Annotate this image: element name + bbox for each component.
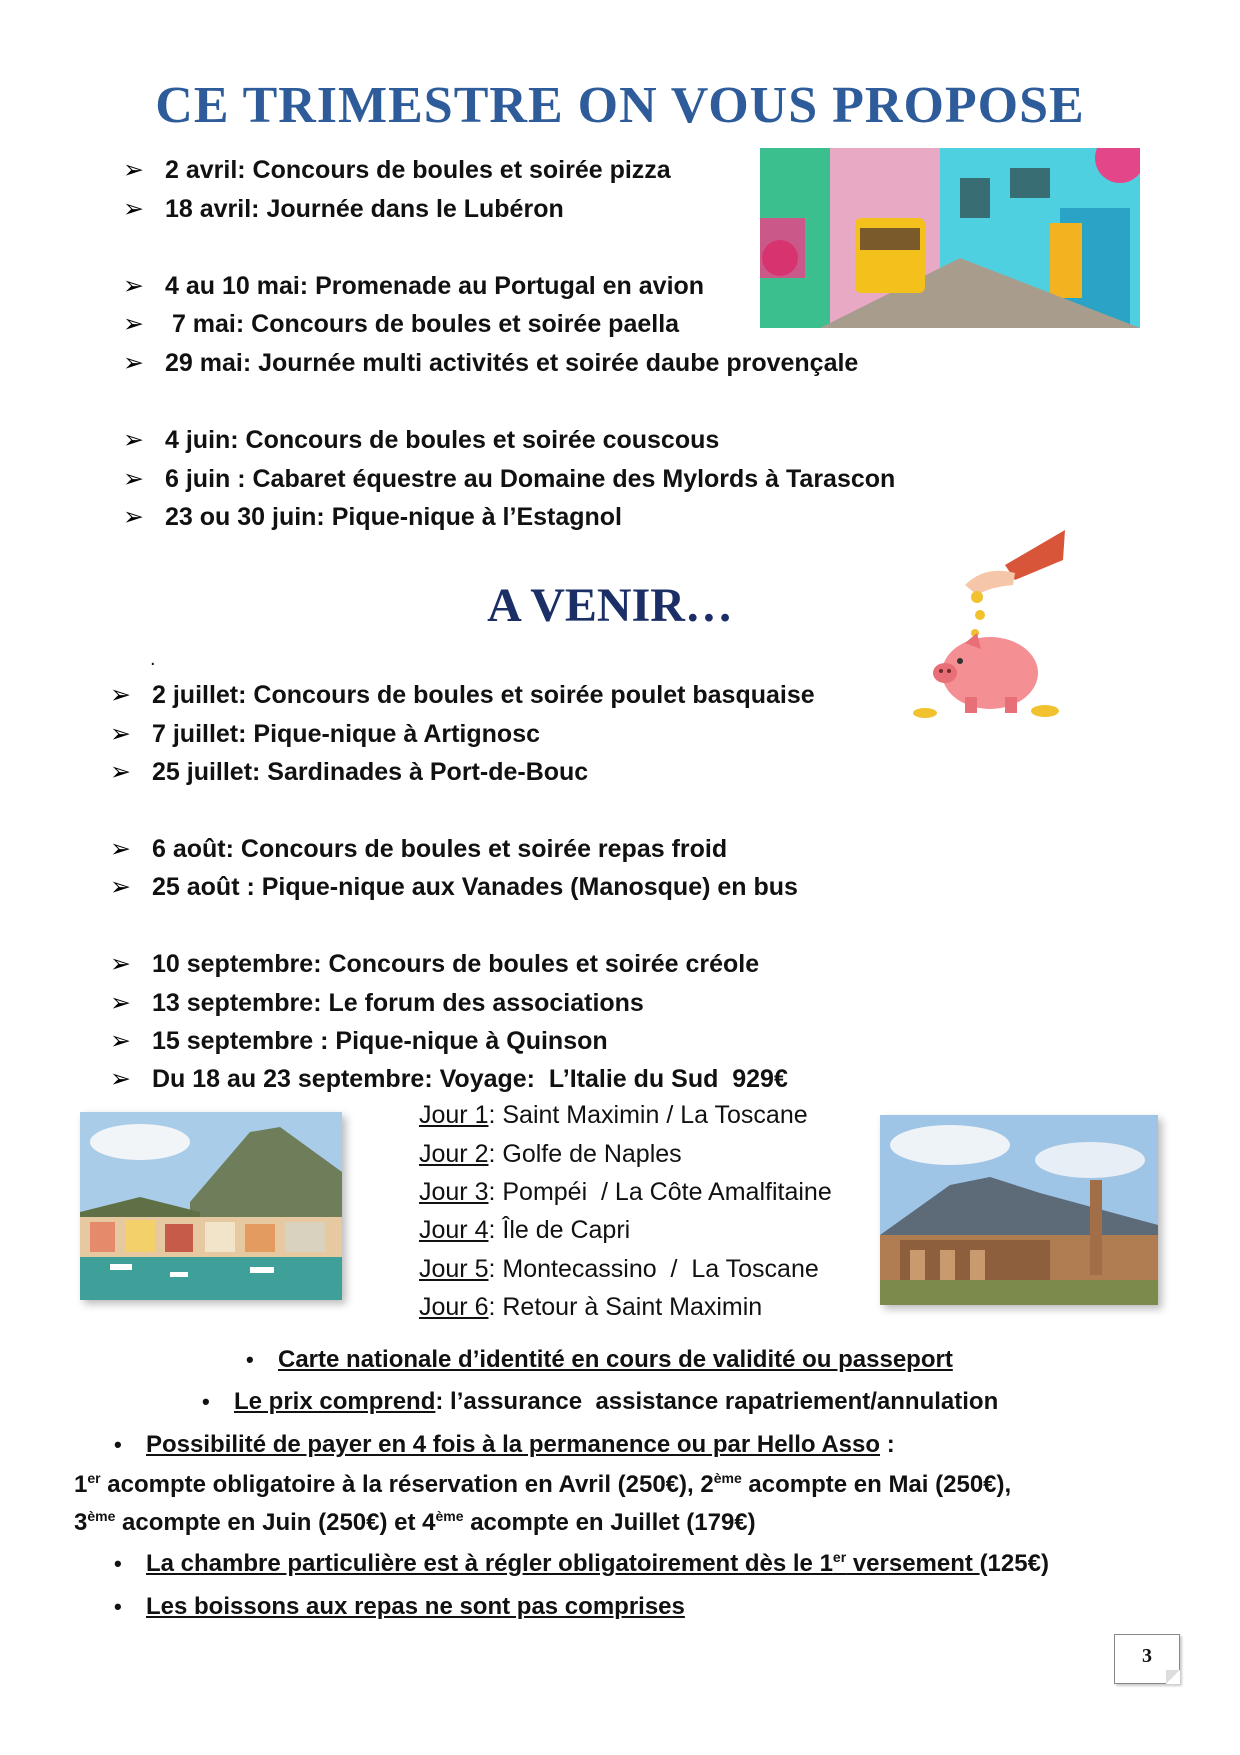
list-item: ➢ Du 18 au 23 septembre: Voyage: L’Italie du Sud 929€	[110, 1065, 788, 1093]
itinerary-day: Jour 4: Île de Capri	[419, 1216, 631, 1244]
itinerary-day: Jour 2: Golfe de Naples	[419, 1140, 682, 1168]
arrow-bullet-icon: ➢	[123, 272, 144, 300]
note-drinks: • Les boissons aux repas ne sont pas comprises	[114, 1593, 685, 1620]
list-item: ➢ 6 août: Concours de boules et soirée repas froid	[110, 835, 728, 863]
list-item: ➢ 6 juin : Cabaret équestre au Domaine des Mylords à Tarascon	[123, 465, 896, 493]
arrow-bullet-icon: ➢	[123, 310, 144, 338]
page-title: CE TRIMESTRE ON VOUS PROPOSE	[155, 77, 1085, 134]
page-number: 3	[1114, 1634, 1180, 1684]
note-single-room: • La chambre particulière est à régler obligatoirement dès le 1er versement (125€)	[114, 1549, 1049, 1577]
section-title: A VENIR…	[487, 579, 733, 632]
bullet-icon: •	[114, 1551, 122, 1576]
lisbon-street-photo	[760, 148, 1140, 328]
arrow-bullet-icon: ➢	[123, 465, 144, 493]
list-item: ➢ 2 avril: Concours de boules et soirée pizza	[123, 156, 671, 184]
itinerary-day: Jour 1: Saint Maximin / La Toscane	[419, 1101, 808, 1129]
bullet-icon: •	[114, 1432, 122, 1457]
payment-schedule-line: 3ème acompte en Juin (250€) et 4ème acompte en Juillet (179€)	[74, 1508, 756, 1536]
list-item: ➢ 10 septembre: Concours de boules et soirée créole	[110, 950, 760, 978]
bullet-icon: •	[202, 1389, 210, 1414]
list-item: ➢ 18 avril: Journée dans le Lubéron	[123, 195, 564, 223]
list-item: ➢ 25 août : Pique-nique aux Vanades (Manosque) en bus	[110, 873, 798, 901]
pompeii-vesuvius-photo	[880, 1115, 1158, 1305]
bullet-icon: •	[246, 1347, 254, 1372]
arrow-bullet-icon: ➢	[110, 873, 131, 901]
note-payment: • Possibilité de payer en 4 fois à la permanence ou par Hello Asso :	[114, 1431, 895, 1458]
arrow-bullet-icon: ➢	[110, 950, 131, 978]
arrow-bullet-icon: ➢	[110, 720, 131, 748]
note-price: • Le prix comprend: l’assurance assistance rapatriement/annulation	[202, 1388, 999, 1415]
arrow-bullet-icon: ➢	[110, 681, 131, 709]
capri-harbor-photo	[80, 1112, 342, 1300]
arrow-bullet-icon: ➢	[110, 1027, 131, 1055]
bullet-icon: •	[114, 1594, 122, 1619]
list-item: ➢ 7 mai: Concours de boules et soirée paella	[123, 310, 680, 338]
note-id-card: • Carte nationale d’identité en cours de validité ou passeport	[246, 1346, 953, 1373]
itinerary-day: Jour 6: Retour à Saint Maximin	[419, 1293, 763, 1321]
arrow-bullet-icon: ➢	[110, 1065, 131, 1093]
itinerary-day: Jour 3: Pompéi / La Côte Amalfitaine	[419, 1178, 832, 1206]
itinerary-day: Jour 5: Montecassino / La Toscane	[419, 1255, 819, 1283]
piggy-bank-illustration	[905, 525, 1075, 720]
list-item: ➢ 25 juillet: Sardinades à Port-de-Bouc	[110, 758, 589, 786]
payment-schedule-line: 1er acompte obligatoire à la réservation en Avril (250€), 2ème acompte en Mai (250€),	[74, 1470, 1012, 1498]
arrow-bullet-icon: ➢	[123, 503, 144, 531]
arrow-bullet-icon: ➢	[123, 426, 144, 454]
arrow-bullet-icon: ➢	[110, 989, 131, 1017]
arrow-bullet-icon: ➢	[110, 835, 131, 863]
list-item: ➢ 4 juin: Concours de boules et soirée couscous	[123, 426, 720, 454]
arrow-bullet-icon: ➢	[123, 156, 144, 184]
list-item: ➢ 29 mai: Journée multi activités et soirée daube provençale	[123, 349, 859, 377]
list-item: ➢ 23 ou 30 juin: Pique-nique à l’Estagnol	[123, 503, 623, 531]
arrow-bullet-icon: ➢	[110, 758, 131, 786]
stray-dot: .	[150, 648, 156, 670]
arrow-bullet-icon: ➢	[123, 349, 144, 377]
list-item: ➢ 2 juillet: Concours de boules et soirée poulet basquaise	[110, 681, 815, 709]
list-item: ➢ 13 septembre: Le forum des associations	[110, 989, 644, 1017]
list-item: ➢ 15 septembre : Pique-nique à Quinson	[110, 1027, 608, 1055]
list-item: ➢ 7 juillet: Pique-nique à Artignosc	[110, 720, 541, 748]
list-item: ➢ 4 au 10 mai: Promenade au Portugal en avion	[123, 272, 705, 300]
arrow-bullet-icon: ➢	[123, 195, 144, 223]
